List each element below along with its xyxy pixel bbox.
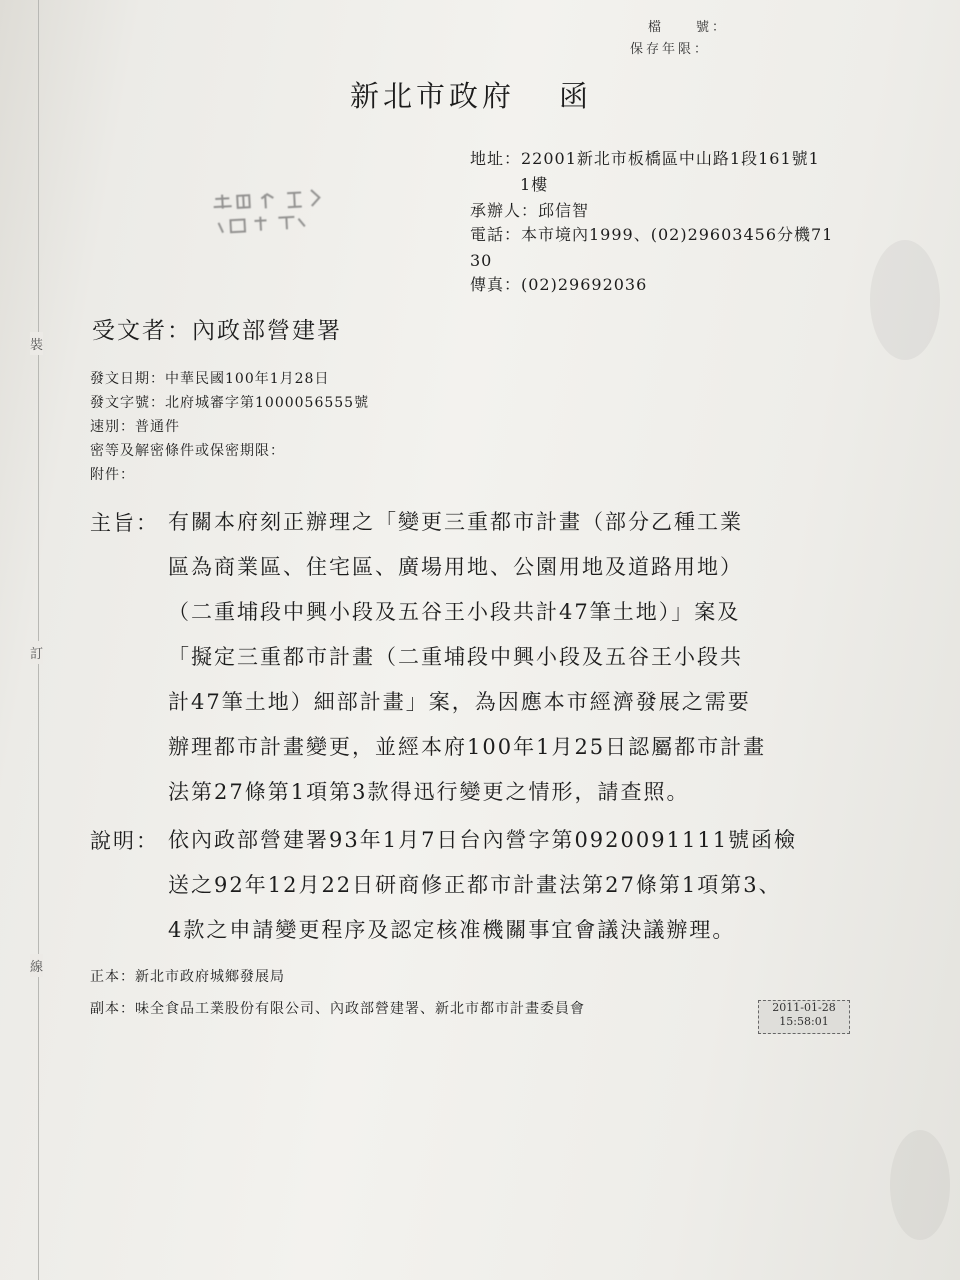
retention-period-label: 保存年限： [630, 42, 711, 57]
binding-mark-zhuang: 裝 [30, 332, 43, 355]
copy-recipients: 副本：味全食品工業股份有限公司、內政部營建署、新北市都市計畫委員會 [90, 1001, 585, 1017]
issue-date: 發文日期：中華民國100年1月28日 [90, 371, 330, 387]
binding-margin-line [38, 0, 39, 1280]
binding-mark-xian: 線 [30, 954, 43, 977]
subject-body [168, 500, 766, 815]
subject-line: 法第27條第1項第3款得迅行變更之情形，請查照。 [168, 780, 690, 804]
explanation-label: 說明： [90, 829, 159, 853]
explanation-line: 送之92年12月22日研商修正都市計畫法第27條第1項第3、 [168, 873, 782, 897]
archive-number-label: 檔 號： [648, 20, 729, 35]
attachments: 附件： [90, 467, 135, 483]
subject-label: 主旨： [90, 511, 159, 535]
document-number: 發文字號：北府城審字第1000056555號 [90, 395, 370, 411]
subject-line: 計47筆土地）細部計畫」案，為因應本市經濟發展之需要 [168, 690, 751, 714]
paper-smudge [870, 240, 940, 360]
stamp-time: 15:58:01 [779, 1015, 829, 1028]
stamp-date: 2011-01-28 [772, 1001, 836, 1014]
subject-line: 辦理都市計畫變更，並經本府100年1月25日認屬都市計畫 [168, 735, 767, 759]
sender-address-cont: 1樓 [520, 175, 549, 194]
sender-fax: 傳真：(02)29692036 [470, 275, 648, 294]
sender-handler: 承辦人：邱信智 [470, 201, 590, 220]
recipient: 受文者：內政部營建署 [92, 318, 342, 344]
document-type: 函 [559, 79, 593, 113]
sender-address: 地址：22001新北市板橋區中山路1段161號1 [470, 149, 820, 168]
subject-line: 「擬定三重都市計畫（二重埔段中興小段及五谷王小段共 [168, 645, 743, 669]
subject-line: （二重埔段中興小段及五谷王小段共計47筆土地）」案及 [168, 600, 741, 624]
subject-line: 有關本府刻正辦理之「變更三重都市計畫（部分乙種工業 [168, 510, 743, 534]
paper-smudge [890, 1130, 950, 1240]
secrecy-level: 密等及解密條件或保密期限： [90, 443, 285, 459]
delivery-speed: 速別：普通件 [90, 419, 180, 435]
issuing-organization: 新北市政府 [350, 79, 516, 113]
received-timestamp-stamp [758, 1000, 850, 1034]
explanation-line: 依內政部營建署93年1月7日台內營字第0920091111號函檢 [168, 828, 798, 852]
sender-phone: 電話：本市境內1999、(02)29603456分機71 [470, 225, 834, 244]
binding-mark-ding: 訂 [30, 641, 43, 664]
sender-phone-cont: 30 [470, 251, 493, 270]
registry-stamp [207, 183, 339, 240]
explanation-body [168, 818, 797, 953]
original-recipient: 正本：新北市政府城鄉發展局 [90, 969, 285, 985]
document-title [350, 74, 592, 115]
subject-line: 區為商業區、住宅區、廣場用地、公園用地及道路用地） [168, 555, 743, 579]
registry-stamp-mark [207, 183, 339, 240]
explanation-line: 4款之申請變更程序及認定核准機關事宜會議決議辦理。 [168, 918, 736, 942]
